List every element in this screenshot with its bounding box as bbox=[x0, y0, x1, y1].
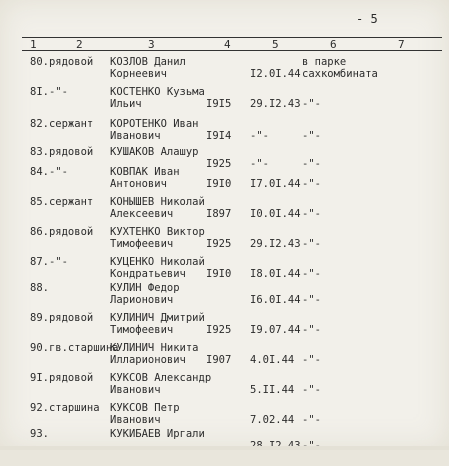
row-entry bbox=[30, 56, 93, 68]
row-place bbox=[302, 354, 321, 366]
row-surname: КОВПАК Иван bbox=[110, 166, 180, 178]
row-entry bbox=[30, 146, 93, 158]
row-date: 5.II.44 bbox=[250, 384, 295, 396]
row-surname: КУШАКОВ Алашур bbox=[110, 146, 199, 158]
row-place-line1: -"- bbox=[302, 178, 321, 190]
header-col-2: 2 bbox=[76, 38, 83, 51]
page-number: - 5 bbox=[356, 12, 378, 26]
row-surname: КОРОТЕНКО Иван bbox=[110, 118, 199, 130]
row-name bbox=[110, 86, 205, 110]
row-number: 88. bbox=[30, 282, 49, 294]
row-place bbox=[302, 208, 321, 220]
row-surname: КУХТЕНКО Виктор bbox=[110, 226, 205, 238]
row-place-line1: -"- bbox=[302, 98, 321, 110]
row-number: 84. bbox=[30, 166, 49, 178]
row-year: I925 bbox=[206, 158, 232, 170]
row-date: I2.0I.44 bbox=[250, 68, 301, 80]
row-date: I0.0I.44 bbox=[250, 208, 301, 220]
row-number: 80. bbox=[30, 56, 49, 68]
row-place-line1: -"- bbox=[302, 294, 321, 306]
row-rank: -"- bbox=[48, 86, 68, 98]
row-rank: рядовой bbox=[48, 56, 94, 68]
row-name bbox=[110, 402, 180, 426]
row-patronymic: Иванович bbox=[110, 130, 161, 142]
row-date: I9.07.44 bbox=[250, 324, 301, 336]
row-entry bbox=[30, 256, 68, 268]
header-col-5: 5 bbox=[272, 38, 279, 51]
row-patronymic: Ларионович bbox=[110, 294, 174, 306]
row-surname: КОСТЕНКО Кузьма bbox=[110, 86, 205, 98]
row-entry bbox=[30, 166, 68, 178]
header-rule-bottom bbox=[22, 50, 442, 51]
row-patronymic: Тимофеевич bbox=[110, 238, 174, 250]
header-rule-top bbox=[22, 37, 442, 38]
row-year: I9I0 bbox=[206, 268, 232, 280]
row-place-line1: -"- bbox=[302, 384, 321, 396]
row-name bbox=[110, 372, 211, 396]
row-name bbox=[110, 226, 205, 250]
row-date: 4.0I.44 bbox=[250, 354, 295, 366]
row-number: 82. bbox=[30, 118, 49, 130]
row-entry bbox=[30, 118, 93, 130]
row-patronymic: Алексеевич bbox=[110, 208, 174, 220]
row-number: 92. bbox=[30, 402, 49, 414]
row-name bbox=[110, 312, 205, 336]
row-surname: КОНЫШЕВ Николай bbox=[110, 196, 205, 208]
row-place-line1: -"- bbox=[302, 158, 321, 170]
row-date: 29.I2.43 bbox=[250, 238, 301, 250]
row-rank: -"- bbox=[48, 256, 68, 268]
row-entry bbox=[30, 226, 93, 238]
row-date: -"- bbox=[250, 130, 269, 142]
row-patronymic: Иванович bbox=[110, 384, 161, 396]
row-rank: -"- bbox=[48, 166, 68, 178]
row-date: 7.02.44 bbox=[250, 414, 295, 426]
row-place bbox=[302, 98, 321, 110]
header-col-4: 4 bbox=[224, 38, 231, 51]
row-place-line1: -"- bbox=[302, 130, 321, 142]
row-surname: КУКСОВ Александр bbox=[110, 372, 212, 384]
row-number: 83. bbox=[30, 146, 49, 158]
row-date: I8.0I.44 bbox=[250, 268, 301, 280]
row-patronymic: Иванович bbox=[110, 414, 161, 426]
row-year: I9I5 bbox=[206, 98, 232, 110]
row-rank: сержант bbox=[48, 196, 94, 208]
row-patronymic: Тимофеевич bbox=[110, 324, 174, 336]
row-date: 29.I2.43 bbox=[250, 98, 301, 110]
row-date: -"- bbox=[250, 158, 269, 170]
row-place bbox=[302, 324, 321, 336]
row-entry bbox=[30, 428, 49, 440]
row-year: I9I4 bbox=[206, 130, 232, 142]
row-place bbox=[302, 294, 321, 306]
row-entry bbox=[30, 372, 93, 384]
row-surname: КУЦЕНКО Николай bbox=[110, 256, 205, 268]
row-place bbox=[302, 414, 321, 426]
row-number: 90. bbox=[30, 342, 49, 354]
row-date: I7.0I.44 bbox=[250, 178, 301, 190]
row-surname: КУКСОВ Петр bbox=[110, 402, 180, 414]
row-patronymic: Ильич bbox=[110, 98, 142, 110]
row-patronymic: Илларионович bbox=[110, 354, 186, 366]
row-name bbox=[110, 428, 205, 440]
row-entry bbox=[30, 282, 49, 294]
row-year: I9I0 bbox=[206, 178, 232, 190]
row-patronymic: Корнеевич bbox=[110, 68, 167, 80]
header-col-7: 7 bbox=[398, 38, 405, 51]
row-name bbox=[110, 342, 199, 366]
row-number: 86. bbox=[30, 226, 49, 238]
row-rank: гв.старшина bbox=[48, 342, 119, 354]
row-entry bbox=[30, 342, 119, 354]
row-rank: рядовой bbox=[48, 312, 94, 324]
page-edge bbox=[0, 446, 449, 450]
row-rank: сержант bbox=[48, 118, 94, 130]
row-entry bbox=[30, 196, 93, 208]
row-place-line1: -"- bbox=[302, 238, 321, 250]
row-place-line1: -"- bbox=[302, 268, 321, 280]
row-entry bbox=[30, 312, 93, 324]
row-place-line2: сахкомбината bbox=[302, 68, 378, 80]
row-surname: КУЛИНИЧ Никита bbox=[110, 342, 199, 354]
row-year: I925 bbox=[206, 238, 232, 250]
row-entry bbox=[30, 402, 100, 414]
row-year: I907 bbox=[206, 354, 232, 366]
row-place-line1: -"- bbox=[302, 414, 321, 426]
row-rank: рядовой bbox=[48, 226, 94, 238]
header-col-1: 1 bbox=[30, 38, 37, 51]
row-number: 93. bbox=[30, 428, 49, 440]
row-year: I925 bbox=[206, 324, 232, 336]
row-entry bbox=[30, 86, 68, 98]
row-place-line1: -"- bbox=[302, 324, 321, 336]
row-place bbox=[302, 384, 321, 396]
row-name bbox=[110, 256, 205, 280]
row-number: 87. bbox=[30, 256, 49, 268]
row-year: I897 bbox=[206, 208, 232, 220]
row-name bbox=[110, 56, 186, 80]
row-place bbox=[302, 268, 321, 280]
row-place bbox=[302, 178, 321, 190]
row-place-line1: -"- bbox=[302, 208, 321, 220]
row-name bbox=[110, 196, 205, 220]
row-rank: рядовой bbox=[48, 146, 94, 158]
row-number: 89. bbox=[30, 312, 49, 324]
row-number: 8I. bbox=[30, 86, 49, 98]
row-rank: старшина bbox=[48, 402, 100, 414]
row-name bbox=[110, 166, 180, 190]
row-number: 9I. bbox=[30, 372, 49, 384]
row-place bbox=[302, 238, 321, 250]
row-name bbox=[110, 118, 199, 142]
row-patronymic: Антонович bbox=[110, 178, 167, 190]
row-place bbox=[302, 130, 321, 142]
row-surname: КУЛИН Федор bbox=[110, 282, 180, 294]
row-surname: КОЗЛОВ Данил bbox=[110, 56, 186, 68]
row-name bbox=[110, 282, 180, 306]
row-patronymic: Кондратьевич bbox=[110, 268, 186, 280]
header-col-6: 6 bbox=[330, 38, 337, 51]
row-place-line1: -"- bbox=[302, 354, 321, 366]
header-col-3: 3 bbox=[148, 38, 155, 51]
row-place-line1: в парке bbox=[302, 56, 347, 68]
row-surname: КУКИБАЕВ Иргали bbox=[110, 428, 205, 440]
row-place bbox=[302, 56, 378, 80]
row-rank: рядовой bbox=[48, 372, 94, 384]
row-number: 85. bbox=[30, 196, 49, 208]
row-date: I6.0I.44 bbox=[250, 294, 301, 306]
row-surname: КУЛИНИЧ Дмитрий bbox=[110, 312, 205, 324]
row-name bbox=[110, 146, 199, 158]
